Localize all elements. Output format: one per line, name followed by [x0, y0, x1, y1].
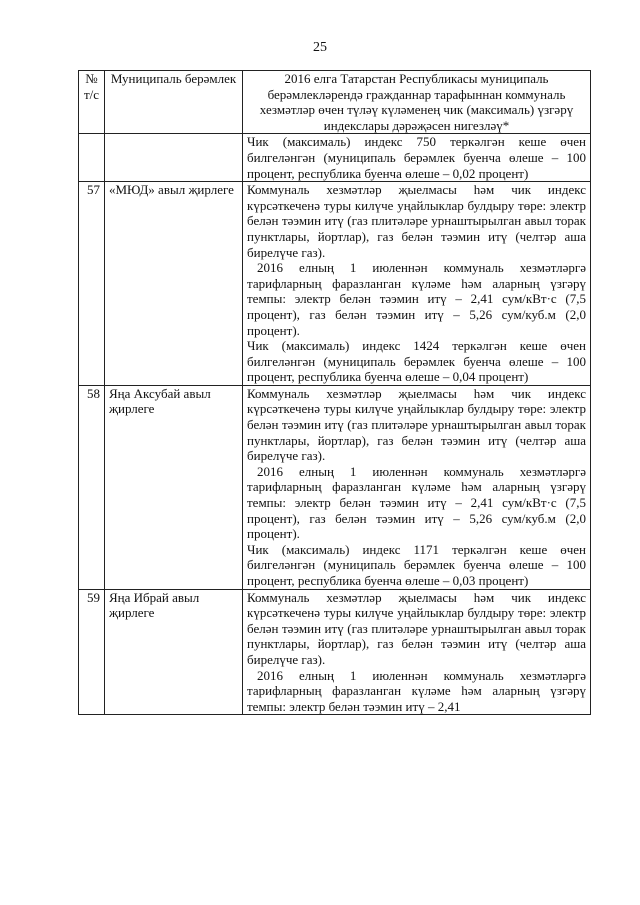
cell-num	[79, 134, 105, 182]
cell-municipality	[105, 134, 243, 182]
cell-municipality: Яңа Ибрай авыл җирлеге	[105, 589, 243, 715]
utility-types-text: Коммуналь хезмәтләр җыелмасы һәм чик индекс күрсәткеченә туры килүче уңайлыклар булдыру төре: электр белән тәэмин итү (газ плитәләре урнаштырылган авыл торак пунктлары, йортлар), газ белән тәэмин итү (челтәр аша бирелүче газ).	[247, 182, 586, 260]
limit-index-text: Чик (максималь) индекс 1171 теркәлгән кеше өчен билгеләнгән (муниципаль берәмлек буенча өлеше – 100 процент, республика буенча өлеше – 0,03 процент)	[247, 541, 586, 588]
tariff-text: 2016 елның 1 июленнән коммуналь хезмәтләргә тарифларның фаразланган күләме һәм аларның үзгәрү темпы: электр белән тәэмин итү – 2,41 сум/кВт·с (7,5 процент), газ белән тәэмин итү – 5,26 сум/куб.м (2,0 процент).	[247, 260, 586, 338]
cell-municipality: Яңа Аксубай авыл җирлеге	[105, 385, 243, 589]
table-header-row	[79, 71, 591, 134]
table-row	[79, 385, 591, 589]
tariff-text: 2016 елның 1 июленнән коммуналь хезмәтләргә тарифларның фаразланган күләме һәм аларның үзгәрү темпы: электр белән тәэмин итү – 2,41 сум/кВт·с (7,5 процент), газ белән тәэмин итү – 5,26 сум/куб.м (2,0 процент).	[247, 463, 586, 542]
cell-description	[243, 589, 591, 715]
tariff-text: 2016 елның 1 июленнән коммуналь хезмәтләргә тарифларның фаразланган күләме һәм аларның үзгәрү темпы: электр белән тәэмин итү – 2,41	[247, 667, 586, 714]
cell-num: 59	[79, 589, 105, 715]
cell-municipality: «МЮД» авыл җирлеге	[105, 182, 243, 386]
continuation-text: Чик (максималь) индекс 750 теркәлгән кеше өчен билгеләнгән (муниципаль берәмлек буенча өлеше – 100 процент, республика буенча өлеше – 0,02 процент)	[247, 134, 586, 181]
cell-num: 58	[79, 385, 105, 589]
cell-description	[243, 134, 591, 182]
cell-num: 57	[79, 182, 105, 386]
table-row	[79, 182, 591, 386]
table-row-continuation	[79, 134, 591, 182]
header-municipality: Муниципаль берәмлек	[105, 71, 243, 134]
header-num: № т/с	[79, 71, 105, 134]
utility-types-text: Коммуналь хезмәтләр җыелмасы һәм чик индекс күрсәткеченә туры килүче уңайлыклар булдыру төре: электр белән тәэмин итү (газ плитәләре урнаштырылган авыл торак пунктлары, йортлар), газ белән тәэмин итү (челтәр аша бирелүче газ).	[247, 385, 586, 464]
table-row	[79, 589, 591, 715]
utility-types-text: Коммуналь хезмәтләр җыелмасы һәм чик индекс күрсәткеченә туры килүче уңайлыклар булдыру төре: электр белән тәэмин итү (газ плитәләре урнаштырылган авыл торак пунктлары, йортлар), газ белән тәэмин итү (челтәр аша бирелүче газ).	[247, 589, 586, 667]
cell-description	[243, 182, 591, 386]
page-number: 25	[313, 40, 327, 55]
municipal-index-table	[78, 70, 591, 715]
cell-description	[243, 385, 591, 589]
header-description: 2016 елга Татарстан Республикасы муниципаль берәмлекләрендә гражданнар тарафыннан коммуналь хезмәтләр өчен түләү күләменең чик (максималь) үзгәрү индекслары дәрәҗәсен нигезләү*	[243, 71, 591, 134]
limit-index-text: Чик (максималь) индекс 1424 теркәлгән кеше өчен билгеләнгән (муниципаль берәмлек буенча өлеше – 100 процент, республика буенча өлеше – 0,04 процент)	[247, 338, 586, 385]
